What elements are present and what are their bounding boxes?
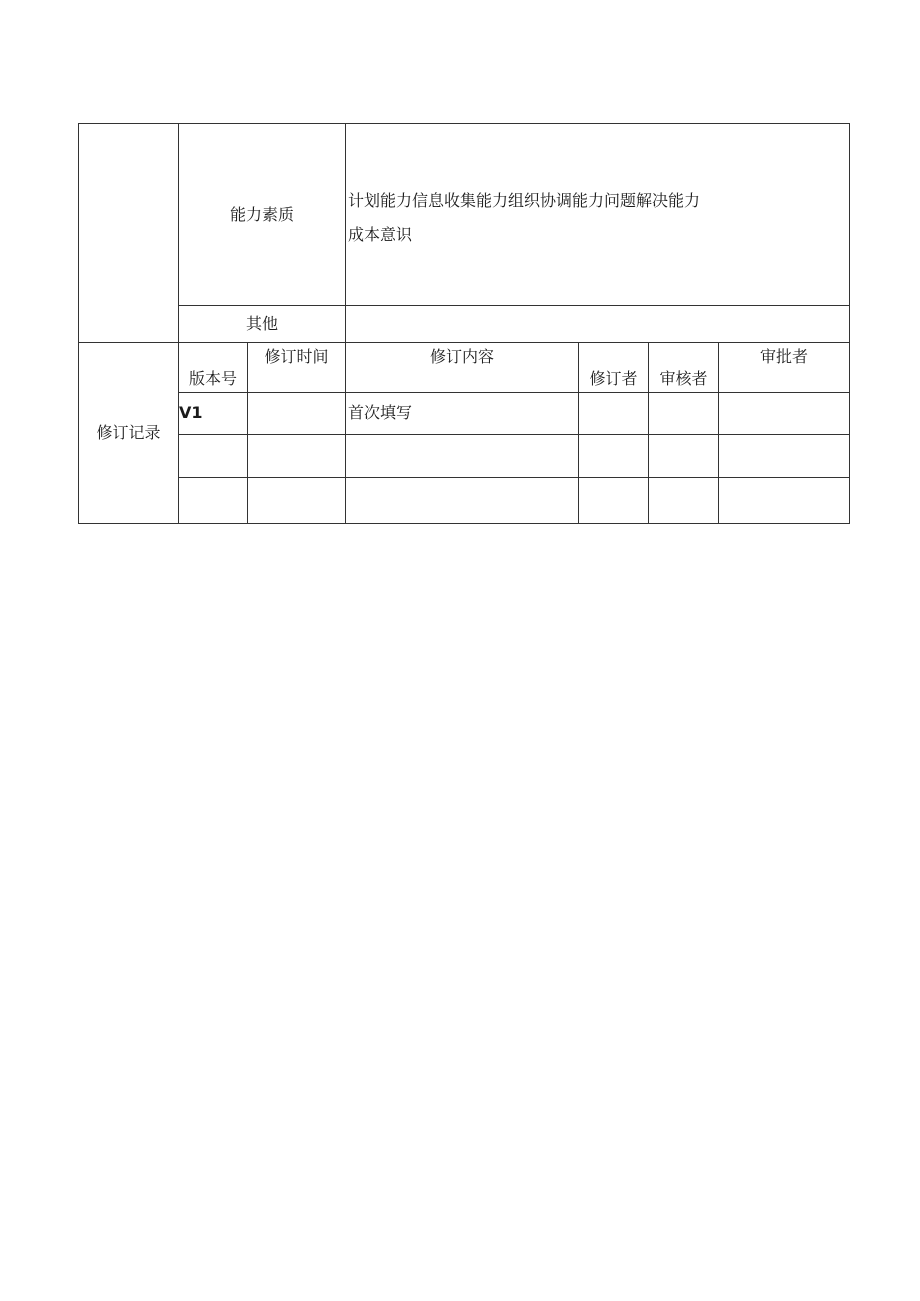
- blank-section-cell: [79, 124, 179, 343]
- row-time: [248, 478, 346, 524]
- row-reviser: [579, 435, 649, 478]
- row-reviser: [579, 478, 649, 524]
- ability-label: 能力素质: [179, 124, 346, 306]
- row-version: [179, 435, 248, 478]
- row-version: V1: [179, 393, 248, 435]
- ability-line-1: 计划能力信息收集能力组织协调能力问题解决能力: [348, 190, 701, 210]
- other-value: [346, 306, 850, 343]
- table-row: [79, 478, 850, 524]
- row-approver: [719, 393, 850, 435]
- row-time: [248, 393, 346, 435]
- revision-section-label: 修订记录: [79, 343, 179, 524]
- row-reviser: [579, 393, 649, 435]
- row-content: [346, 478, 579, 524]
- row-content: 首次填写: [346, 393, 579, 435]
- header-content: 修订内容: [346, 343, 579, 393]
- header-reviser: 修订者: [579, 343, 649, 393]
- row-content: [346, 435, 579, 478]
- row-reviewer: [649, 393, 719, 435]
- row-approver: [719, 478, 850, 524]
- ability-line-2: 成本意识: [348, 224, 413, 244]
- job-description-table: [78, 123, 850, 524]
- row-time: [248, 435, 346, 478]
- header-reviewer: 审核者: [649, 343, 719, 393]
- table-row: [79, 435, 850, 478]
- row-version: [179, 478, 248, 524]
- revision-header-row: [79, 343, 850, 393]
- header-version: 版本号: [179, 343, 248, 393]
- row-approver: [719, 435, 850, 478]
- row-reviewer: [649, 435, 719, 478]
- other-label: 其他: [179, 306, 346, 343]
- other-row: [79, 306, 850, 343]
- ability-row: [79, 124, 850, 306]
- table-row: [79, 393, 850, 435]
- header-time: 修订时间: [248, 343, 346, 393]
- header-approver: 审批者: [719, 343, 850, 393]
- row-reviewer: [649, 478, 719, 524]
- ability-content: [346, 124, 850, 306]
